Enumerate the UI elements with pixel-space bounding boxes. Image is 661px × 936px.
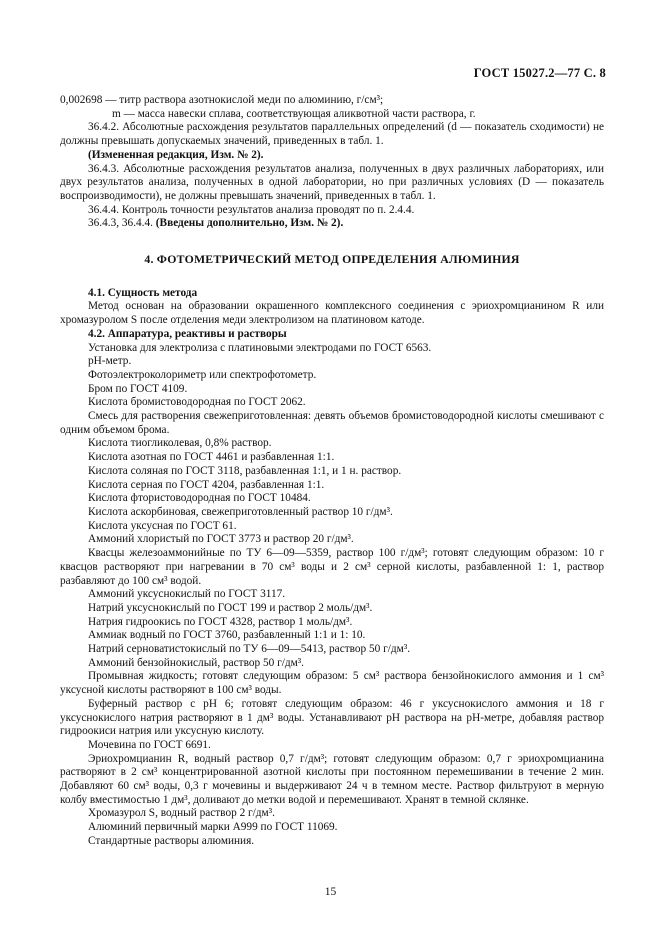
item-thioglycolic: Кислота тиогликолевая, 0,8% раствор. bbox=[88, 437, 272, 450]
paragraph-titr: 0,002698 — титр раствора азотнокислой меди по алюминию, г/см³; bbox=[60, 94, 384, 106]
item-alum: Квасцы железоаммонийные по ТУ 6—09—5359, раствор 100 г/дм³; готовят следующим образом: 10 г квасцов растворяют при нагревании в 70 см³ воды и 2 см³ серной кислоты, разбавленной 1: 1, раствор разбавляют до 100 см³ водой. bbox=[60, 547, 604, 587]
item-standard-solutions: Стандартные растворы алюминия. bbox=[88, 834, 255, 847]
page-header: ГОСТ 15027.2—77 С. 8 bbox=[473, 66, 606, 80]
paragraph-method: Метод основан на образовании окрашенного комплексного соединения с эриохромцианином R или хромазуролом S после отделения меди электролизом на платиновом катоде. bbox=[60, 300, 604, 327]
paragraph-36-4-2: 36.4.2. Абсолютные расхождения результатов параллельных определений (d — показатель сходимости) не должны превышать допускаемых значений, приведенных в табл. 1. bbox=[60, 121, 604, 148]
item-ph-meter: pH-метр. bbox=[88, 355, 132, 368]
clause-refs: 36.4.3, 36.4.4. bbox=[88, 217, 153, 230]
item-bromine: Бром по ГОСТ 4109. bbox=[88, 382, 188, 395]
item-buffer: Буферный раствор с pH 6; готовят следующим образом: 46 г уксуснокислого аммония и 18 г уксуснокислого натрия растворяют в 1 дм³ воды. Устанавливают pH раствора на pH-метре, добавляя раствор гидроокиси натрия или уксусную кислоту. bbox=[60, 697, 604, 738]
item-thiosulfate: Натрий серноватистокислый по ТУ 6—09—5413, раствор 50 г/дм³. bbox=[88, 643, 411, 656]
item-ascorbic: Кислота аскорбиновая, свежеприготовленный раствор 10 г/дм³. bbox=[88, 505, 393, 518]
item-aluminium: Алюминий первичный марки А999 по ГОСТ 11069. bbox=[88, 821, 338, 834]
item-eriochrome: Эриохромцианин R, водный раствор 0,7 г/дм³; готовят следующим образом: 0,7 г эриохромцианина растворяют в 2 см³ концентрированной азотной кислоты при постоянном перемешивании в течение 2 мин. Добавляют 60 см³ воды, 0,3 г мочевины и выдерживают 24 ч в темном месте. Раствор фильтруют в мерную колбу вместимостью 1 дм³, доливают до метки водой и перемешивают. Хранят в темной склянке. bbox=[60, 752, 604, 806]
item-electrolysis: Установка для электролиза с платиновыми электродами по ГОСТ 6563. bbox=[88, 341, 432, 354]
item-hydrofluoric: Кислота фтористоводородная по ГОСТ 10484. bbox=[88, 492, 311, 505]
paragraph-introduced bbox=[60, 217, 604, 231]
section-title: 4. ФОТОМЕТРИЧЕСКИЙ МЕТОД ОПРЕДЕЛЕНИЯ АЛЮМИНИЯ bbox=[144, 252, 520, 267]
document-body bbox=[60, 94, 604, 849]
item-chromazurol: Хромазурол S, водный раствор 2 г/дм³. bbox=[88, 807, 275, 820]
paragraph-amended-1: (Измененная редакция, Изм. № 2). bbox=[88, 148, 264, 161]
item-hbr: Кислота бромистоводородная по ГОСТ 2062. bbox=[88, 396, 306, 409]
item-ammonia: Аммиак водный по ГОСТ 3760, разбавленный 1:1 и 1: 10. bbox=[88, 629, 366, 642]
paragraph-mass: m — масса навески сплава, соответствующая аликвотной части раствора, г. bbox=[112, 107, 476, 120]
item-sodium-acetate: Натрий уксуснокислый по ГОСТ 199 и раствор 2 моль/дм³. bbox=[88, 601, 373, 614]
item-ammonium-acetate: Аммоний уксуснокислый по ГОСТ 3117. bbox=[88, 588, 286, 601]
paragraph-36-4-4: 36.4.4. Контроль точности результатов анализа проводят по п. 2.4.4. bbox=[88, 203, 415, 216]
page-number: 15 bbox=[324, 886, 337, 898]
item-sodium-hydroxide: Натрия гидроокись по ГОСТ 4328, раствор 1 моль/дм³. bbox=[88, 615, 353, 628]
item-wash-liquid: Промывная жидкость; готовят следующим образом: 5 см³ раствора бензойнокислого аммония и 1 см³ уксусной кислоты растворяют в 100 см³ воды. bbox=[60, 670, 604, 697]
item-photometer: Фотоэлектроколориметр или спектрофотометр. bbox=[88, 368, 317, 381]
item-sulfuric: Кислота серная по ГОСТ 4204, разбавленная 1:1. bbox=[88, 478, 325, 491]
subsection-4-1: 4.1. Сущность метода bbox=[88, 286, 198, 299]
item-mixture: Смесь для растворения свежеприготовленная: девять объемов бромистоводородной кислоты смешивают с одним объемом брома. bbox=[60, 410, 604, 436]
item-ammonium-benzoate: Аммоний бензойнокислый, раствор 50 г/дм³. bbox=[88, 656, 304, 669]
subsection-4-2: 4.2. Аппаратура, реактивы и растворы bbox=[88, 327, 287, 340]
paragraph-36-4-3: 36.4.3. Абсолютные расхождения результатов анализа, полученных в двух различных лабораториях, или двух результатов анализа, полученных в одной лаборатории, но при различных условиях (D — показатель воспроизводимости), не должны превышать значений, приведенных в табл. 1. bbox=[60, 162, 604, 202]
introduced-note: (Введены дополнительно, Изм. № 2). bbox=[155, 217, 344, 230]
item-acetic: Кислота уксусная по ГОСТ 61. bbox=[88, 519, 237, 532]
item-ammonium-chloride: Аммоний хлористый по ГОСТ 3773 и раствор 20 г/дм³. bbox=[88, 533, 354, 546]
item-nitric: Кислота азотная по ГОСТ 4461 и разбавленная 1:1. bbox=[88, 451, 335, 464]
item-urea: Мочевина по ГОСТ 6691. bbox=[88, 738, 211, 751]
item-hydrochloric: Кислота соляная по ГОСТ 3118, разбавленная 1:1, и 1 н. раствор. bbox=[88, 464, 402, 477]
